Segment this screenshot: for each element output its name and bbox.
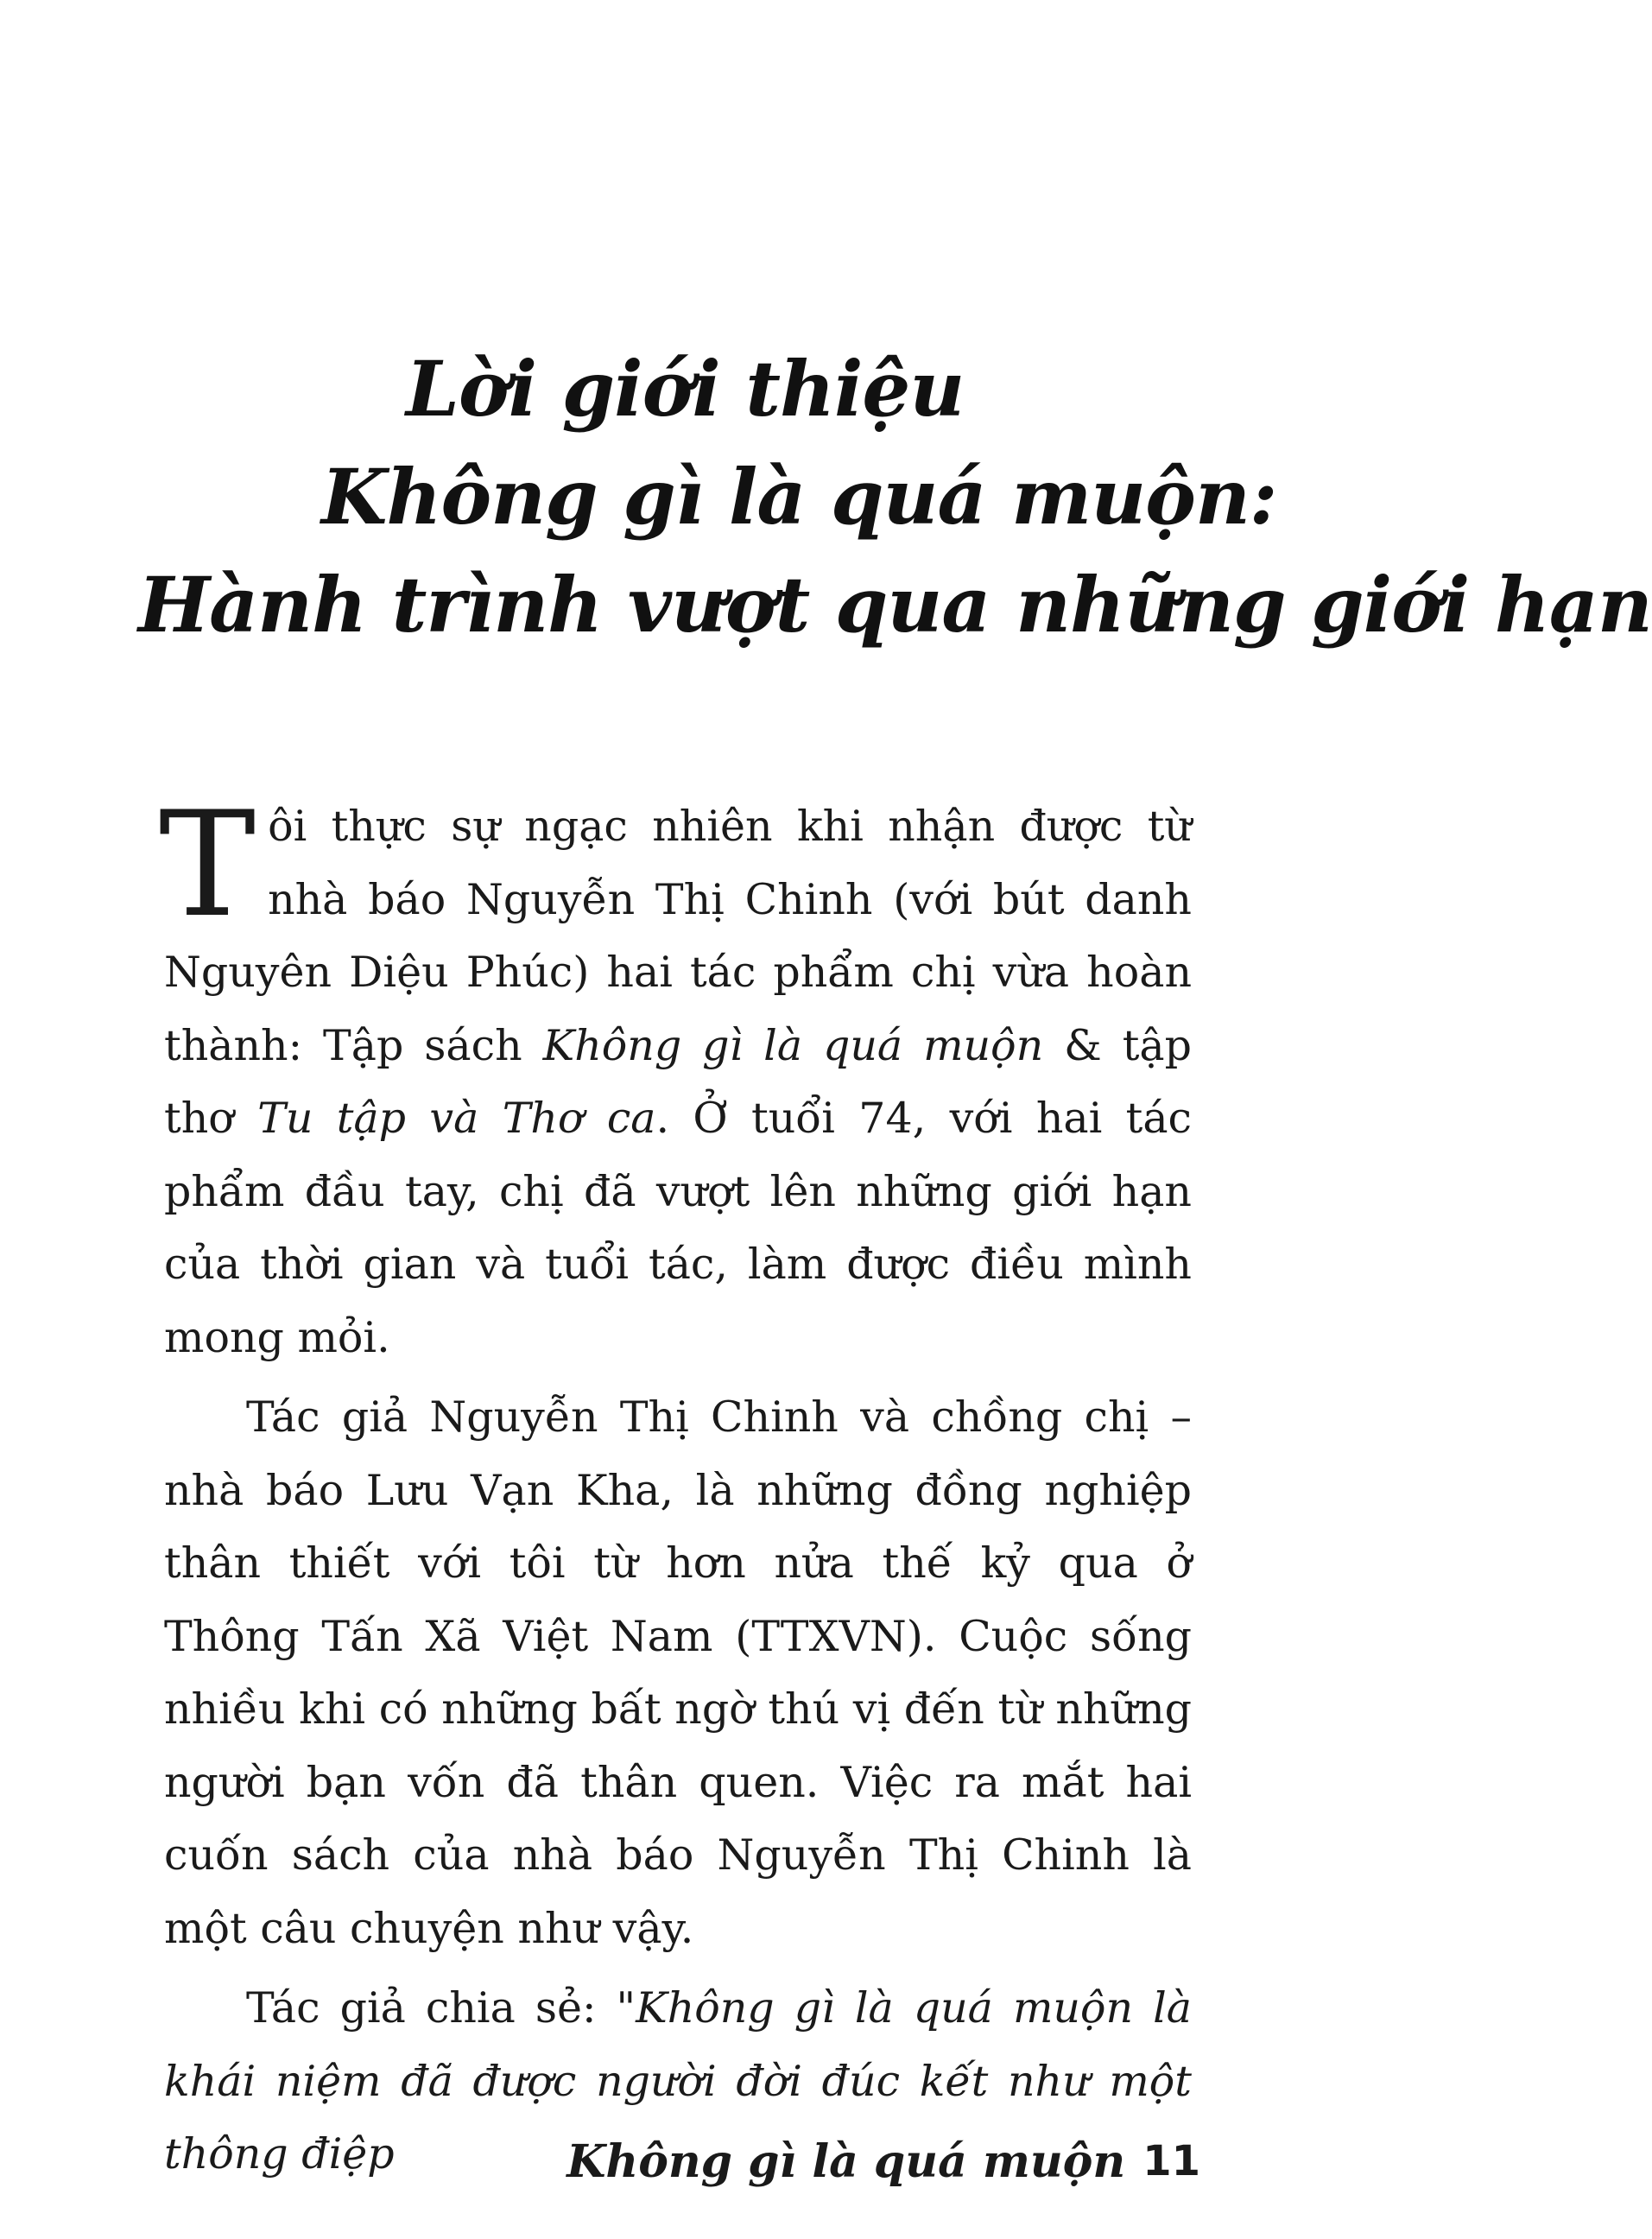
page-footer bbox=[566, 2127, 1200, 2196]
title-line-2: Không gì là quá muộn: bbox=[321, 452, 1277, 542]
paragraph-1 bbox=[159, 780, 1193, 1374]
drop-cap: T bbox=[159, 780, 256, 949]
title-line-1: Lời giới thiệu bbox=[406, 344, 965, 434]
page-number: 11 bbox=[1142, 2137, 1200, 2185]
paragraph-2: Tác giả Nguyễn Thị Chinh và chồng chị – nhà báo Lưu Vạn Kha, là những đồng nghiệp thân thiết với tôi từ hơn nửa thế kỷ qua ở Thông Tấn Xã Việt Nam (TTXVN). Cuộc sống nhiều khi có những bất ngờ thú vị đến từ những người bạn vốn đã thân quen. Việc ra mắt hai cuốn sách của nhà báo Nguyễn Thị Chinh là một câu chuyện như vậy. bbox=[164, 1392, 1192, 1953]
paragraph-3-lead: Tác giả chia sẻ: bbox=[246, 1983, 617, 2033]
title-line-3: Hành trình vượt qua những giới hạn bbox=[138, 560, 1652, 650]
running-title: Không gì là quá muộn bbox=[566, 2134, 1126, 2188]
book-title-ref: Không gì là quá muộn bbox=[542, 1020, 1044, 1070]
paragraph-1-text-c: . Ở tuổi 74, với hai tác phẩm đầu tay, chị đã vượt lên những giới hạn của thời gian và tuổi tác, làm được điều mình mong mỏi. bbox=[164, 1094, 1193, 1362]
paragraph-1-text-b: & tập thơ bbox=[164, 1020, 1192, 1143]
body-text bbox=[159, 780, 1193, 2191]
poem-title-ref: Tu tập và Thơ ca bbox=[257, 1094, 656, 1143]
paragraph-3-quote: "Không gì là quá muộn là khái niệm đã được người đời đúc kết như một thông điệp bbox=[164, 1983, 1192, 2179]
paragraph-1-text-a: ôi thực sự ngạc nhiên khi nhận được từ nhà báo Nguyễn Thị Chinh (với bút danh Nguyên Diệu Phúc) hai tác phẩm chị vừa hoàn thành: Tập sách bbox=[164, 802, 1192, 1070]
